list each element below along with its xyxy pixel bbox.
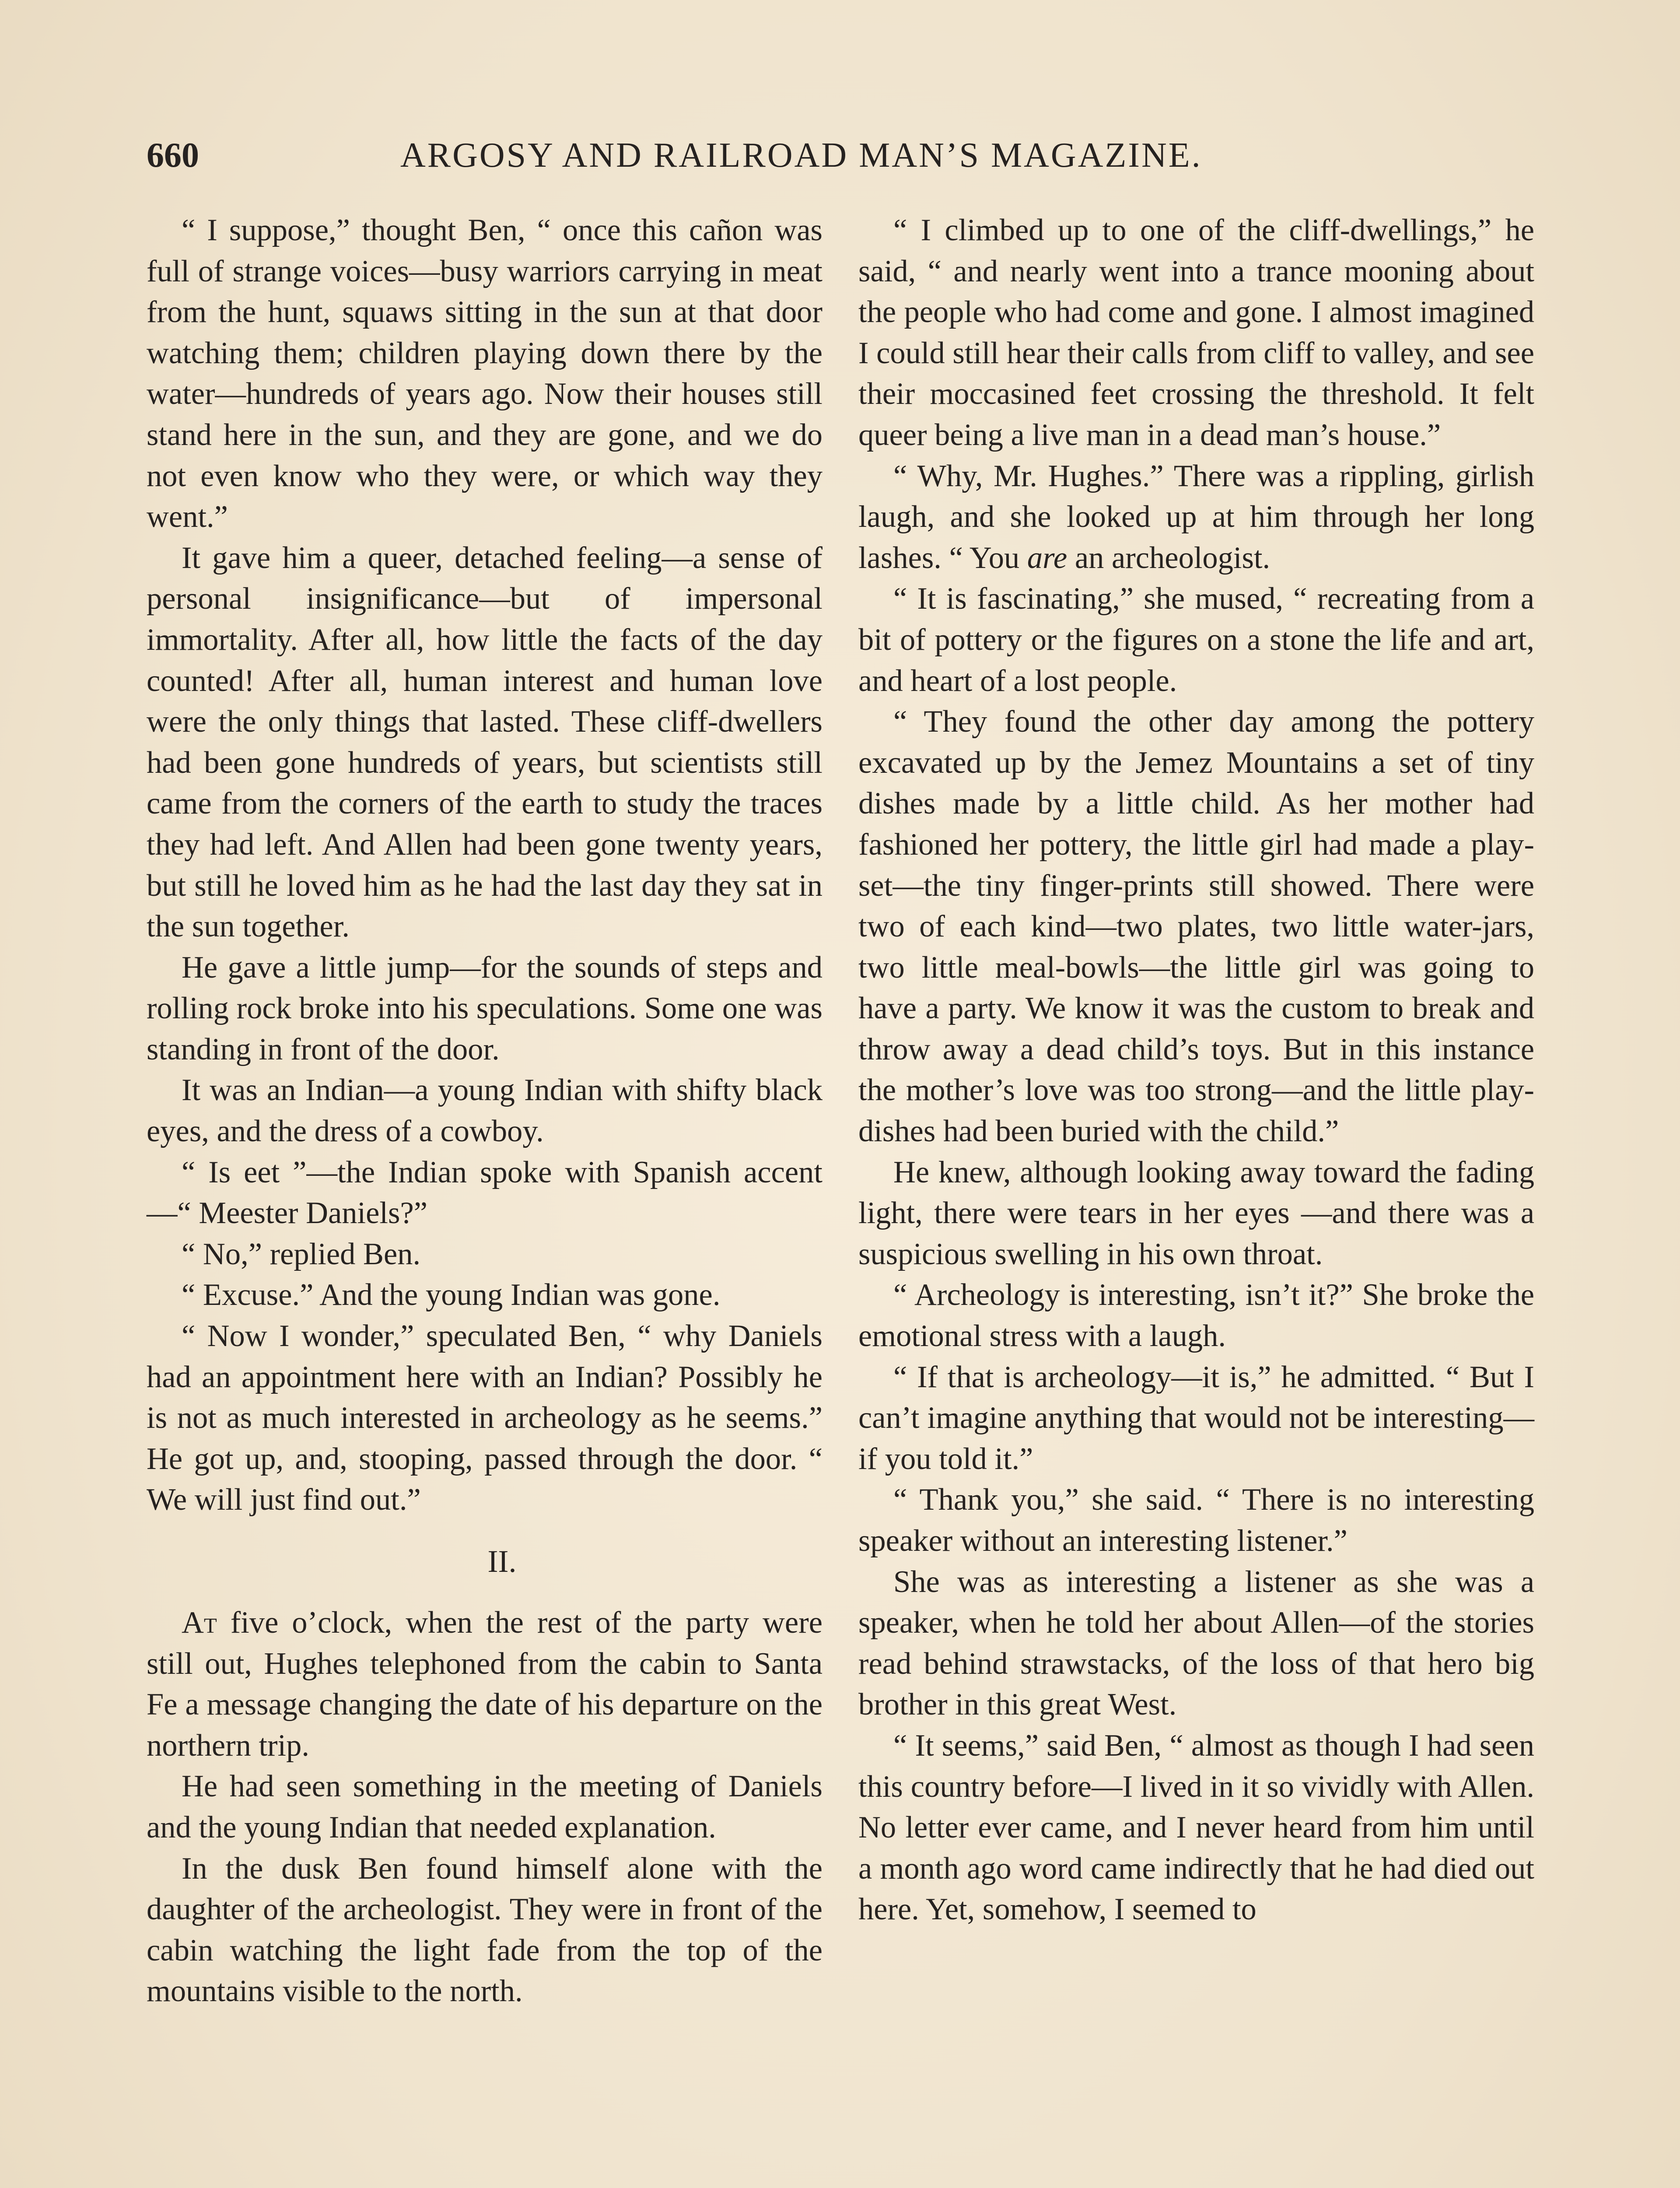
paragraph: “ Now I wonder,” speculated Ben, “ why Daniels had an appointment here with an Indian? Possibly he is not as much interested in archeology as he seems.” He got up, and, stooping, passed through the door. “ We will just find out.” (147, 1319, 822, 1517)
paragraph: “ They found the other day among the pottery excavated up by the Jemez Mountains a set of tiny dishes made by a little child. As her mother had fashioned her pottery, the little girl had made a play-set—the tiny finger-prints still showed. There were two of each kind—two plates, two little water-jars, two little meal-bowls—the little girl was going to have a party. We know it was the custom to break and throw away a dead child’s toys. But in this instance the mother’s love was too strong—and the little play-dishes had been buried with the child.” (858, 705, 1534, 1149)
right-column (858, 210, 1534, 1930)
paragraph: “ Excuse.” And the young Indian was gone. (182, 1278, 721, 1312)
paragraph: “ No,” replied Ben. (182, 1237, 421, 1271)
paragraph: “ I climbed up to one of the cliff-dwellings,” he said, “ and nearly went into a trance mooning about the people who had come and gone. I almost imagined I could still hear their calls from cliff to valley, and see their moccasined feet crossing the threshold. It felt queer being a live man in a dead man’s house.” (858, 213, 1534, 452)
left-column (147, 210, 822, 2012)
paragraph: “ It is fascinating,” she mused, “ recreating from a bit of pottery or the figures on a stone the life and art, and heart of a lost people. (858, 582, 1534, 698)
paragraph: “ Is eet ”—the Indian spoke with Spanish accent—“ Meester Daniels?” (147, 1155, 822, 1231)
emphasized-word: are (1027, 540, 1068, 575)
paragraph: In the dusk Ben found himself alone with the daughter of the archeologist. They were in front of the cabin watching the light fade from the top of the mountains visible to the north. (147, 1851, 822, 2009)
paragraph: He gave a little jump—for the sounds of steps and rolling rock broke into his speculations. Some one was standing in front of the door. (147, 950, 822, 1066)
section-heading: II. (487, 1544, 517, 1579)
section-opening-paragraph (147, 1602, 822, 1766)
paragraph: It gave him a queer, detached feeling—a sense of personal insignificance—but of impersonal immortality. After all, how little the facts of the day counted! After all, human interest and human love were the only things that lasted. These cliff-dwellers had been gone hundreds of years, but scientists still came from the corners of the earth to study the traces they had left. And Allen had been gone twenty years, but still he loved him as he had the last day they sat in the sun together. (147, 540, 822, 944)
paragraph: He had seen something in the meeting of Daniels and the young Indian that needed explanation. (147, 1769, 822, 1844)
paragraph: He knew, although looking away toward the fading light, there were tears in her eyes —and there was a suspicious swelling in his own throat. (858, 1155, 1534, 1271)
paragraph: “ It seems,” said Ben, “ almost as though I had seen this country before—I lived in it so vividly with Allen. No letter ever came, and I never heard from him until a month ago word came indirectly that he had died out here. Yet, somehow, I seemed to (858, 1728, 1534, 1927)
paragraph (858, 456, 1534, 579)
paragraph: “ Thank you,” she said. “ There is no interesting speaker without an interesting listener.” (858, 1483, 1534, 1558)
paragraph: “ I suppose,” thought Ben, “ once this cañon was full of strange voices—busy warriors carrying in meat from the hunt, squaws sitting in the sun at that door watching them; children playing down there by the water—hundreds of years ago. Now their houses still stand here in the sun, and they are gone, and we do not even know who they were, or which way they went.” (147, 213, 822, 534)
paragraph: She was as interesting a listener as she was a speaker, when he told her about Allen—of the stories read behind strawstacks, of the loss of that hero big brother in this great West. (858, 1564, 1534, 1722)
opening-paragraph-text: five o’clock, when the rest of the party were still out, Hughes telephoned from the cabin to Santa Fe a message changing the date of his departure on the northern trip. (147, 1606, 822, 1763)
paragraph: It was an Indian—a young Indian with shifty black eyes, and the dress of a cowboy. (147, 1073, 822, 1149)
opening-word: At (182, 1606, 217, 1640)
paragraph-text: “ Why, Mr. Hughes.” There was a rippling, girlish laugh, and she looked up at him through her long lashes. “ You (858, 459, 1534, 575)
paragraph: “ Archeology is interesting, isn’t it?” She broke the emotional stress with a laugh. (858, 1278, 1534, 1353)
paragraph-text: an archeologist. (1067, 540, 1270, 575)
paragraph: “ If that is archeology—it is,” he admitted. “ But I can’t imagine anything that would not be interesting—if you told it.” (858, 1360, 1534, 1476)
page-header (147, 131, 1525, 188)
running-title: ARGOSY AND RAILROAD MAN’S MAGAZINE. (400, 136, 1202, 175)
page-number: 660 (147, 136, 199, 175)
